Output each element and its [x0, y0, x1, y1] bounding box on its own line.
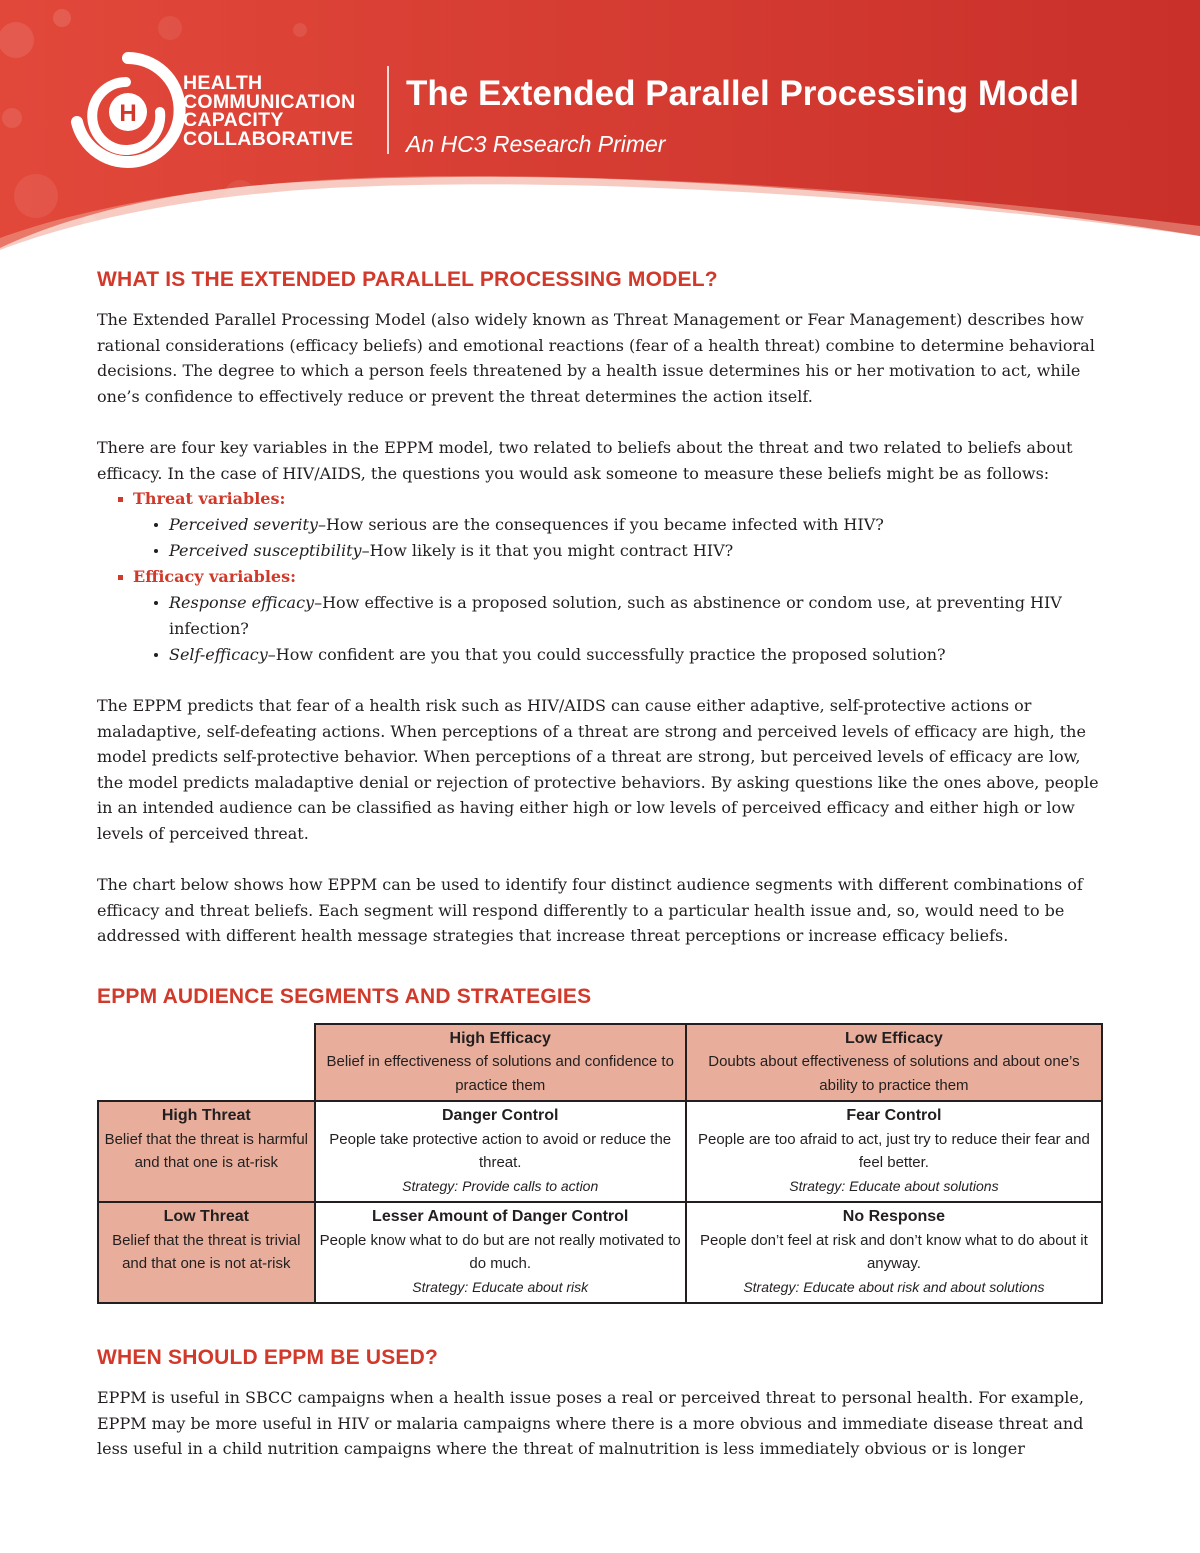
section-heading-when-to-use: WHEN SHOULD EPPM BE USED? — [97, 1346, 439, 1369]
predictions-paragraph: The EPPM predicts that fear of a health risk such as HIV/AIDS can cause either adaptive, self-protective actions or maladaptive, self-defeating actions. When perceptions of a threat are strong and perceived levels of efficacy are high, the model predicts self-protective behavior. When perceptions of a threat are strong, but perceived levels of efficacy are low, the model predicts maladaptive denial or rejection of protective behaviors. By asking questions like the ones above, people in an intended audience can be classified as having either high or low levels of perceived efficacy and either high or low levels of perceived threat. — [97, 696, 1099, 843]
header-banner — [0, 0, 1200, 270]
threat-variables-label: Threat variables: — [133, 489, 286, 508]
section-heading-audience-segments: EPPM AUDIENCE SEGMENTS AND STRATEGIES — [97, 984, 592, 1008]
table-row — [98, 1024, 1102, 1102]
list-item — [133, 512, 1107, 538]
header-divider — [387, 66, 389, 154]
audience-segments-table — [97, 1023, 1103, 1305]
cell-danger-control — [315, 1101, 686, 1202]
org-line: COMMUNICATION — [183, 90, 356, 113]
logo-letter: H — [119, 100, 137, 127]
cell-desc: People know what to do but are not really motivated to do much. — [319, 1231, 681, 1272]
row-header-title: High Threat — [161, 1107, 251, 1124]
list-item — [97, 486, 1107, 564]
list-item — [97, 564, 1107, 668]
column-header-desc: Belief in effectiveness of solutions and confidence to practice them — [326, 1053, 674, 1094]
cell-desc: People take protective action to avoid or reduce the threat. — [329, 1130, 672, 1171]
term: Self-efficacy — [169, 645, 268, 664]
org-line: HEALTH — [183, 72, 263, 94]
row-header-desc: Belief that the threat is harmful and that one is at-risk — [104, 1130, 308, 1171]
term-question: –How serious are the consequences if you became infected with HIV? — [317, 515, 884, 534]
cell-strategy: Strategy: Educate about risk — [412, 1278, 589, 1295]
column-header-title: Low Efficacy — [845, 1029, 943, 1047]
column-header-high-efficacy — [315, 1024, 686, 1102]
cell-strategy: Strategy: Provide calls to action — [402, 1177, 599, 1194]
cell-title: No Response — [842, 1208, 946, 1225]
column-header-title: High Efficacy — [449, 1029, 551, 1047]
term: Perceived susceptibility — [169, 541, 362, 560]
page-content — [97, 268, 1107, 1462]
table-corner — [98, 1024, 315, 1102]
cell-title: Danger Control — [441, 1107, 559, 1124]
term-question: –How likely is it that you might contract HIV? — [361, 541, 734, 560]
term: Perceived severity — [169, 515, 318, 534]
section-heading-what-is-eppm: WHAT IS THE EXTENDED PARALLEL PROCESSING MODEL? — [97, 268, 718, 291]
column-header-low-efficacy — [686, 1024, 1102, 1102]
cell-title: Lesser Amount of Danger Control — [372, 1208, 629, 1225]
org-line: CAPACITY — [183, 109, 284, 131]
usage-paragraph: EPPM is useful in SBCC campaigns when a health issue poses a real or perceived threat to personal health. For example, EPPM may be more useful in HIV or malaria campaigns where there is a more obvious and immediate disease threat and less useful in a child nutrition campaigns where the threat of malnutrition is less immediately obvious or is longer — [97, 1388, 1084, 1458]
list-item — [133, 538, 1107, 564]
term-question: –How effective is a proposed solution, such as abstinence or condom use, at preventing HIV infection? — [169, 593, 1062, 638]
document-subtitle: An HC3 Research Primer — [406, 131, 666, 157]
threat-variables-list — [133, 512, 1107, 564]
variables-paragraph: There are four key variables in the EPPM model, two related to beliefs about the threat and two related to beliefs about efficacy. In the case of HIV/AIDS, the questions you would ask someone to measure these beliefs might be as follows: — [97, 438, 1073, 483]
table-row — [98, 1202, 1102, 1303]
cell-fear-control — [686, 1101, 1102, 1202]
list-item — [133, 642, 1107, 668]
row-header-desc: Belief that the threat is trivial and that one is not at-risk — [112, 1231, 301, 1272]
variables-list — [97, 486, 1107, 668]
column-header-desc: Doubts about effectiveness of solutions and about one’s ability to practice them — [708, 1053, 1080, 1094]
org-line: COLLABORATIVE — [183, 127, 354, 150]
table-row — [98, 1101, 1102, 1202]
document-title: The Extended Parallel Processing Model — [406, 74, 1079, 113]
chart-intro-paragraph: The chart below shows how EPPM can be used to identify four distinct audience segments with different combinations of efficacy and threat beliefs. Each segment will respond differently to a particular health issue and, so, would need to be addressed with different health message strategies that increase threat perceptions or increase efficacy beliefs. — [97, 875, 1083, 945]
row-header-low-threat — [98, 1202, 315, 1303]
list-item — [133, 590, 1107, 642]
cell-no-response — [686, 1202, 1102, 1303]
cell-strategy: Strategy: Educate about solutions — [789, 1177, 999, 1194]
cell-desc: People don’t feel at risk and don’t know what to do about it anyway. — [700, 1231, 1088, 1272]
cell-desc: People are too afraid to act, just try to reduce their fear and feel better. — [697, 1130, 1090, 1171]
intro-paragraph: The Extended Parallel Processing Model (also widely known as Threat Management or Fear Management) describes how rational considerations (efficacy beliefs) and emotional reactions (fear of a health threat) combine to determine behavioral decisions. The degree to which a person feels threatened by a health issue determines his or her motivation to act, while one’s confidence to effectively reduce or prevent the threat determines the action itself. — [97, 310, 1095, 406]
term-question: –How confident are you that you could successfully practice the proposed solution? — [267, 645, 946, 664]
efficacy-variables-label: Efficacy variables: — [133, 567, 297, 586]
org-name — [183, 74, 356, 148]
cell-lesser-danger-control — [315, 1202, 686, 1303]
efficacy-variables-list — [133, 590, 1107, 668]
cell-title: Fear Control — [846, 1107, 942, 1124]
cell-strategy: Strategy: Educate about risk and about solutions — [743, 1278, 1045, 1295]
row-header-title: Low Threat — [163, 1208, 249, 1225]
term: Response efficacy — [169, 593, 315, 612]
row-header-high-threat — [98, 1101, 315, 1202]
